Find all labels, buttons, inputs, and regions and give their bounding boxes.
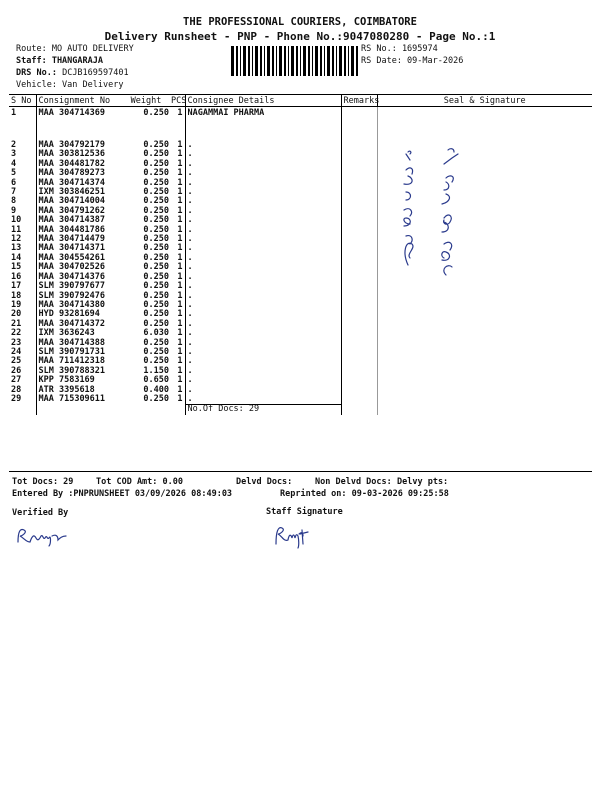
weight-cell: 0.250 <box>143 309 169 320</box>
summary-empty-cell <box>171 405 185 415</box>
remarks-cell <box>341 197 377 206</box>
serial-number-cell: 29 <box>11 393 22 404</box>
entered-by: Entered By :PNPRUNSHEET 03/09/2026 08:49:03 <box>12 489 233 499</box>
remarks-cell <box>341 386 377 395</box>
remarks-cell <box>341 160 377 169</box>
serial-number-cell: 19 <box>11 299 22 310</box>
remarks-cell <box>341 320 377 329</box>
consignment-number-cell: MAA 304789273 <box>36 169 121 178</box>
staff-handwritten-signature <box>272 520 316 550</box>
weight-cell: 0.250 <box>143 168 169 179</box>
consignee-cell: . <box>185 395 341 405</box>
remarks-cell <box>341 226 377 235</box>
table-row <box>9 367 592 376</box>
consignee-cell: . <box>185 386 341 395</box>
remarks-cell <box>341 141 377 150</box>
col-remarks-header: Remarks <box>341 95 377 107</box>
weight-cell: 0.250 <box>143 318 169 329</box>
col-seal-header: Seal & Signature <box>377 95 592 107</box>
seal-signature-cell <box>377 329 592 338</box>
consignee-cell: . <box>185 301 341 310</box>
serial-number-cell: 27 <box>11 375 22 386</box>
consignment-number-cell: SLM 390791731 <box>36 348 121 357</box>
remarks-cell <box>341 348 377 357</box>
consignment-number-cell: MAA 303812536 <box>36 150 121 159</box>
remarks-cell <box>341 273 377 282</box>
weight-cell: 0.250 <box>143 149 169 160</box>
drs-number <box>16 68 129 78</box>
consignee-cell: . <box>185 235 341 244</box>
pieces-cell: 1 <box>177 309 183 320</box>
remarks-cell <box>341 235 377 244</box>
staff-label: Staff: THANGARAJA <box>16 56 103 66</box>
weight-cell: 0.400 <box>143 384 169 395</box>
consignee-cell: . <box>185 263 341 272</box>
delivered-docs: Delvd Docs: <box>236 477 293 487</box>
consignment-number-cell: MAA 715309611 <box>36 395 121 405</box>
consignment-number-cell: HYD 93281694 <box>36 310 121 319</box>
serial-number-cell: 15 <box>11 262 22 273</box>
summary-empty-cell <box>121 405 171 415</box>
pieces-cell: 1 <box>177 177 183 188</box>
pieces-cell: 1 <box>177 215 183 226</box>
company-title: THE PROFESSIONAL COURIERS, COIMBATORE <box>183 16 417 28</box>
summary-empty-cell <box>341 405 377 415</box>
total-docs: Tot Docs: 29 <box>12 477 74 487</box>
serial-number-cell: 9 <box>11 205 17 216</box>
pieces-cell: 1 <box>177 187 183 198</box>
summary-empty-cell <box>9 405 36 415</box>
consignment-number-cell: IXM 303846251 <box>36 188 121 197</box>
pieces-cell: 1 <box>177 196 183 207</box>
serial-number-cell: 2 <box>11 140 17 150</box>
consignee-cell: . <box>185 292 341 301</box>
non-delivered-docs: Non Delvd Docs: <box>315 477 392 487</box>
weight-cell: 0.250 <box>143 299 169 310</box>
serial-number-cell: 16 <box>11 271 22 282</box>
consignment-number-cell: MAA 304481782 <box>36 160 121 169</box>
weight-cell: 0.250 <box>143 337 169 348</box>
pieces-cell: 1 <box>177 271 183 282</box>
pieces-cell: 1 <box>177 281 183 292</box>
pieces-cell: 1 <box>177 328 183 339</box>
drs-label: DRS No.: <box>16 68 57 78</box>
summary-empty-cell <box>36 405 121 415</box>
runsheet-table <box>9 94 592 415</box>
weight-cell: 0.250 <box>143 187 169 198</box>
col-consignee-header: Consignee Details <box>185 95 341 107</box>
remarks-cell <box>341 301 377 310</box>
serial-number-cell: 14 <box>11 252 22 263</box>
pieces-cell: 1 <box>177 158 183 169</box>
consignee-cell: . <box>185 197 341 206</box>
seal-signature-cell <box>377 395 592 405</box>
consignment-number-cell: SLM 390788321 <box>36 367 121 376</box>
consignee-cell: . <box>185 367 341 376</box>
runsheet-title: Delivery Runsheet - PNP - Phone No.:9047080280 - Page No.:1 <box>104 30 496 43</box>
col-pcs-header: PCS <box>171 95 187 106</box>
remarks-cell <box>341 150 377 159</box>
pieces-cell: 1 <box>177 234 183 245</box>
pieces-cell: 1 <box>177 252 183 263</box>
serial-number-cell: 26 <box>11 365 22 376</box>
col-sno-header: S No <box>9 95 36 107</box>
seal-signature-cell <box>377 107 592 142</box>
pieces-cell: 1 <box>177 108 183 118</box>
consignee-cell: . <box>185 339 341 348</box>
col-consignment-header: Consignment No <box>36 95 121 107</box>
serial-number-cell: 22 <box>11 328 22 339</box>
remarks-cell <box>341 376 377 385</box>
weight-cell: 0.250 <box>143 215 169 226</box>
reprinted-on: Reprinted on: 09-03-2026 09:25:58 <box>280 489 449 499</box>
seal-signature-cell <box>377 357 592 366</box>
consignee-cell: . <box>185 273 341 282</box>
pieces-cell: 1 <box>177 375 183 386</box>
consignment-number-cell: MAA 304714387 <box>36 216 121 225</box>
pieces-cell: 1 <box>177 243 183 254</box>
remarks-cell <box>341 179 377 188</box>
weight-cell: 0.250 <box>143 243 169 254</box>
handwritten-receiver-signature <box>398 140 478 290</box>
pieces-cell: 1 <box>177 346 183 357</box>
consignment-number-cell: SLM 390792476 <box>36 292 121 301</box>
serial-number-cell: 6 <box>11 177 17 188</box>
consignment-number-cell: KPP 7583169 <box>36 376 121 385</box>
consignee-cell: . <box>185 376 341 385</box>
pieces-cell: 1 <box>177 224 183 235</box>
table-header-row <box>9 95 592 107</box>
summary-empty-cell <box>377 405 592 415</box>
consignment-number-cell: MAA 304702526 <box>36 263 121 272</box>
weight-cell: 0.250 <box>143 346 169 357</box>
verified-by-label: Verified By <box>12 508 69 518</box>
remarks-cell <box>341 395 377 405</box>
weight-cell: 0.250 <box>143 108 169 118</box>
consignee-cell: . <box>185 310 341 319</box>
remarks-cell <box>341 292 377 301</box>
seal-signature-cell <box>377 292 592 301</box>
remarks-cell <box>341 263 377 272</box>
weight-cell: 0.250 <box>143 224 169 235</box>
consignment-number-cell: MAA 304714479 <box>36 235 121 244</box>
remarks-cell <box>341 310 377 319</box>
weight-cell: 0.250 <box>143 281 169 292</box>
consignment-number-cell: IXM 3636243 <box>36 329 121 338</box>
consignment-number-cell: ATR 3395618 <box>36 386 121 395</box>
weight-cell: 6.030 <box>143 328 169 339</box>
seal-signature-cell <box>377 339 592 348</box>
rs-number: RS No.: 1695974 <box>361 44 438 54</box>
consignee-cell: . <box>185 179 341 188</box>
table-row <box>9 376 592 385</box>
seal-signature-cell <box>377 376 592 385</box>
serial-number-cell: 7 <box>11 187 17 198</box>
pieces-cell: 1 <box>177 290 183 301</box>
pieces-cell: 1 <box>177 140 183 150</box>
weight-cell: 0.250 <box>143 196 169 207</box>
serial-number-cell: 20 <box>11 309 22 320</box>
consignment-number-cell: MAA 304714376 <box>36 273 121 282</box>
remarks-cell <box>341 216 377 225</box>
consignee-cell: . <box>185 348 341 357</box>
consignee-cell: . <box>185 169 341 178</box>
table-row <box>9 395 592 405</box>
seal-signature-cell <box>377 386 592 395</box>
weight-cell: 1.150 <box>143 365 169 376</box>
remarks-cell <box>341 188 377 197</box>
table-bottom-rule <box>9 471 592 472</box>
consignment-number-cell: MAA 304481786 <box>36 226 121 235</box>
consignee-cell: . <box>185 282 341 291</box>
consignee-cell: . <box>185 357 341 366</box>
pieces-cell: 1 <box>177 168 183 179</box>
consignee-cell: . <box>185 329 341 338</box>
pieces-cell: 1 <box>177 337 183 348</box>
serial-number-cell: 1 <box>11 108 17 118</box>
route-label: Route: MO AUTO DELIVERY <box>16 44 134 54</box>
serial-number-cell: 17 <box>11 281 22 292</box>
remarks-cell <box>341 339 377 348</box>
weight-cell: 0.650 <box>143 375 169 386</box>
weight-cell: 0.250 <box>143 252 169 263</box>
weight-cell: 0.250 <box>143 393 169 404</box>
seal-signature-cell <box>377 301 592 310</box>
pieces-cell: 1 <box>177 205 183 216</box>
consignment-number-cell: MAA 304554261 <box>36 254 121 263</box>
consignment-number-cell: MAA 304714371 <box>36 244 121 253</box>
consignee-cell: . <box>185 141 341 150</box>
remarks-cell <box>341 367 377 376</box>
consignee-cell: . <box>185 188 341 197</box>
seal-signature-cell <box>377 348 592 357</box>
seal-signature-cell <box>377 320 592 329</box>
total-cod-amount: Tot COD Amt: 0.00 <box>96 477 183 487</box>
consignee-cell: NAGAMMAI PHARMA <box>185 107 341 142</box>
weight-cell: 0.250 <box>143 234 169 245</box>
table-row <box>9 320 592 329</box>
serial-number-cell: 5 <box>11 168 17 179</box>
drs-value: DCJB169597401 <box>62 68 129 78</box>
barcode-image <box>231 46 358 76</box>
consignment-number-cell: MAA 711412318 <box>36 357 121 366</box>
consignee-cell: . <box>185 226 341 235</box>
pieces-cell: 1 <box>177 393 183 404</box>
consignment-number-cell: MAA 304714369 <box>36 107 121 142</box>
pieces-cell: 1 <box>177 356 183 367</box>
table-row <box>9 107 592 142</box>
serial-number-cell: 13 <box>11 243 22 254</box>
weight-cell: 0.250 <box>143 205 169 216</box>
seal-signature-cell <box>377 367 592 376</box>
consignment-number-cell: MAA 304714374 <box>36 179 121 188</box>
consignment-number-cell: SLM 390797677 <box>36 282 121 291</box>
consignee-cell: . <box>185 216 341 225</box>
remarks-cell <box>341 254 377 263</box>
consignment-number-cell: MAA 304714380 <box>36 301 121 310</box>
serial-number-cell: 11 <box>11 224 22 235</box>
pieces-cell: 1 <box>177 262 183 273</box>
consignment-number-cell: MAA 304714004 <box>36 197 121 206</box>
consignment-number-cell: MAA 304791262 <box>36 207 121 216</box>
remarks-cell <box>341 207 377 216</box>
weight-cell: 0.250 <box>143 356 169 367</box>
serial-number-cell: 3 <box>11 149 17 160</box>
weight-cell: 0.250 <box>143 271 169 282</box>
consignee-cell: . <box>185 244 341 253</box>
consignment-number-cell: MAA 304792179 <box>36 141 121 150</box>
serial-number-cell: 10 <box>11 215 22 226</box>
serial-number-cell: 28 <box>11 384 22 395</box>
serial-number-cell: 24 <box>11 346 22 357</box>
weight-cell: 0.250 <box>143 140 169 150</box>
remarks-cell <box>341 357 377 366</box>
table-summary-row <box>9 405 592 415</box>
serial-number-cell: 23 <box>11 337 22 348</box>
weight-cell: 0.250 <box>143 262 169 273</box>
consignee-cell: . <box>185 254 341 263</box>
consignee-cell: . <box>185 320 341 329</box>
consignee-cell: . <box>185 207 341 216</box>
remarks-cell <box>341 244 377 253</box>
consignment-number-cell: MAA 304714388 <box>36 339 121 348</box>
weight-cell: 0.250 <box>143 158 169 169</box>
serial-number-cell: 4 <box>11 158 17 169</box>
no-of-docs-label: No.Of Docs: 29 <box>185 405 341 415</box>
serial-number-cell: 8 <box>11 196 17 207</box>
pieces-cell: 1 <box>177 365 183 376</box>
pieces-cell: 1 <box>177 149 183 160</box>
consignment-number-cell: MAA 304714372 <box>36 320 121 329</box>
col-weight-header: Weight <box>121 95 171 107</box>
consignee-cell: . <box>185 150 341 159</box>
pieces-cell: 1 <box>177 384 183 395</box>
remarks-cell <box>341 107 377 142</box>
remarks-cell <box>341 329 377 338</box>
consignee-cell: . <box>185 160 341 169</box>
staff-signature-label: Staff Signature <box>266 507 343 517</box>
weight-cell: 0.250 <box>143 177 169 188</box>
remarks-cell <box>341 169 377 178</box>
vehicle-label: Vehicle: Van Delivery <box>16 80 124 90</box>
delivery-points: Delvy pts: <box>397 477 449 487</box>
serial-number-cell: 25 <box>11 356 22 367</box>
rs-date: RS Date: 09-Mar-2026 <box>361 56 464 66</box>
serial-number-cell: 12 <box>11 234 22 245</box>
remarks-cell <box>341 282 377 291</box>
pieces-cell: 1 <box>177 318 183 329</box>
weight-cell: 0.250 <box>143 290 169 301</box>
serial-number-cell: 21 <box>11 318 22 329</box>
verifier-signature <box>14 524 70 548</box>
serial-number-cell: 18 <box>11 290 22 301</box>
seal-signature-cell <box>377 310 592 319</box>
pieces-cell: 1 <box>177 299 183 310</box>
